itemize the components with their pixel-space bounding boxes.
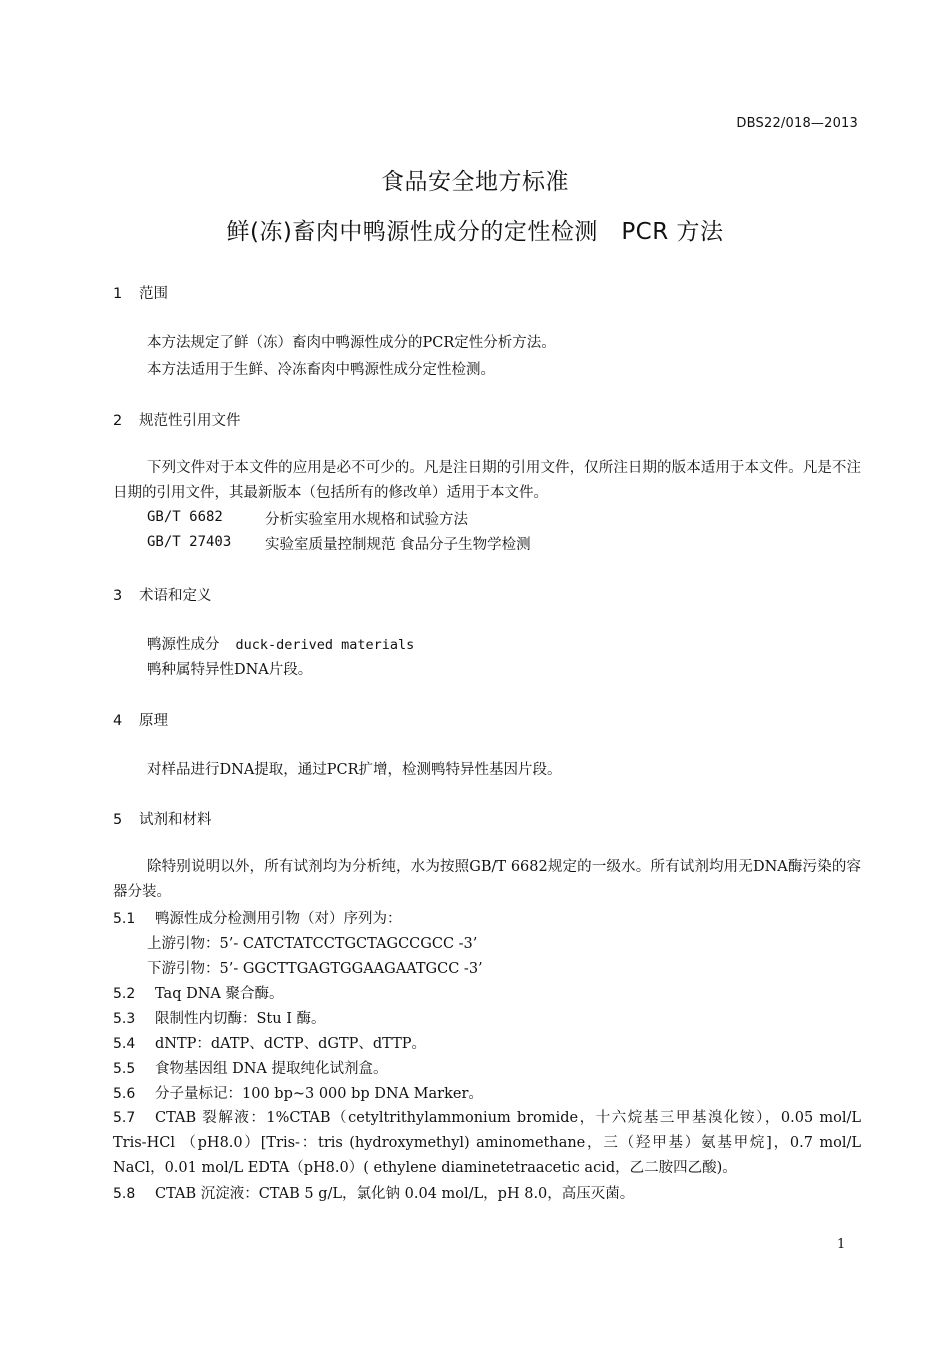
reference-code: GB/T 27403 [147,534,232,550]
section-title: 原理 [139,713,168,729]
item-text: CTAB 裂解液：1%CTAB（cetyltrithylammonium bromide，十六烷基三甲基溴化铵），0.05 mol/L Tris-HCl （pH8.0）[Tris-：tris (hydroxymethyl) aminomethane，三（羟甲基）氨基甲烷]，0.7 mol/L NaCl，0.01 mol/L EDTA（pH8.0）( ethylene diaminetetraacetic acid，乙二胺四乙酸)。 [113,1110,861,1176]
item-number: 5.4 [113,1036,136,1052]
reference-code: GB/T 6682 [147,509,223,525]
paragraph: 对样品进行DNA提取，通过PCR扩增，检测鸭特异性基因片段。 [147,762,562,778]
item-number: 5.8 [113,1186,136,1202]
paragraph: 本方法规定了鲜（冻）畜肉中鸭源性成分的PCR定性分析方法。 [147,335,556,351]
paragraph: 下列文件对于本文件的应用是必不可少的。凡是注日期的引用文件，仅所注日期的版本适用于本文件。凡是不注日期的引用文件，其最新版本（包括所有的修改单）适用于本文件。 [113,460,861,501]
section-heading-4 [113,709,168,730]
section-heading-5 [113,808,212,829]
page-number: 1 [837,1237,846,1252]
item-number: 5.2 [113,986,136,1002]
list-item [113,982,283,1003]
item-number: 5.7 [113,1110,136,1126]
reference-title: 分析实验室用水规格和试验方法 [265,512,468,528]
section-heading-3 [113,584,212,605]
item-number: 5.3 [113,1011,136,1027]
item-text: 食物基因组 DNA 提取纯化试剂盒。 [155,1061,388,1077]
item-text: dNTP：dATP、dCTP、dGTP、dTTP。 [155,1036,427,1052]
list-item [113,1057,388,1078]
section-title: 术语和定义 [139,588,212,604]
item-text: 限制性内切酶：Stu I 酶。 [155,1011,326,1027]
list-item [113,1007,326,1028]
term-chinese: 鸭源性成分 [147,637,220,653]
term-definition: 鸭种属特异性DNA片段。 [147,662,313,678]
section-number: 4 [113,713,123,729]
paragraph: 本方法适用于生鲜、冷冻畜肉中鸭源性成分定性检测。 [147,362,495,378]
document-title: 食品安全地方标准 [381,169,569,195]
list-item [113,1082,483,1103]
item-number: 5.1 [113,911,136,927]
section-title: 规范性引用文件 [139,413,241,429]
term-english: duck-derived materials [235,637,415,653]
list-item [113,1032,426,1053]
section-heading-1 [113,282,168,303]
standard-code: DBS22/018—2013 [736,116,858,131]
primer-upstream: 上游引物：5’- CATCTATCCTGCTAGCCGCC -3’ [147,936,478,952]
document-subtitle: 鲜(冻)畜肉中鸭源性成分的定性检测 PCR 方法 [226,219,724,245]
item-number: 5.5 [113,1061,136,1077]
item-text: 分子量标记：100 bp~3 000 bp DNA Marker。 [155,1086,483,1102]
primer-downstream: 下游引物：5’- GGCTTGAGTGGAAGAATGCC -3’ [147,961,483,977]
list-item [113,907,402,928]
list-item [113,1182,634,1203]
item-text: CTAB 沉淀液：CTAB 5 g/L，氯化钠 0.04 mol/L，pH 8.0，高压灭菌。 [155,1186,635,1202]
item-text: Taq DNA 聚合酶。 [155,986,284,1002]
section-number: 1 [113,286,123,302]
term-entry [147,633,414,654]
item-number: 5.6 [113,1086,136,1102]
list-item [113,1106,861,1181]
reference-title: 实验室质量控制规范 食品分子生物学检测 [265,537,531,553]
section-number: 5 [113,812,123,828]
section-number: 2 [113,413,123,429]
item-text: 鸭源性成分检测用引物（对）序列为： [155,911,402,927]
section-number: 3 [113,588,123,604]
section-title: 试剂和材料 [139,812,212,828]
section-heading-2 [113,409,241,430]
paragraph: 除特别说明以外，所有试剂均为分析纯，水为按照GB/T 6682规定的一级水。所有试剂均用无DNA酶污染的容器分装。 [113,859,861,900]
section-title: 范围 [139,286,168,302]
